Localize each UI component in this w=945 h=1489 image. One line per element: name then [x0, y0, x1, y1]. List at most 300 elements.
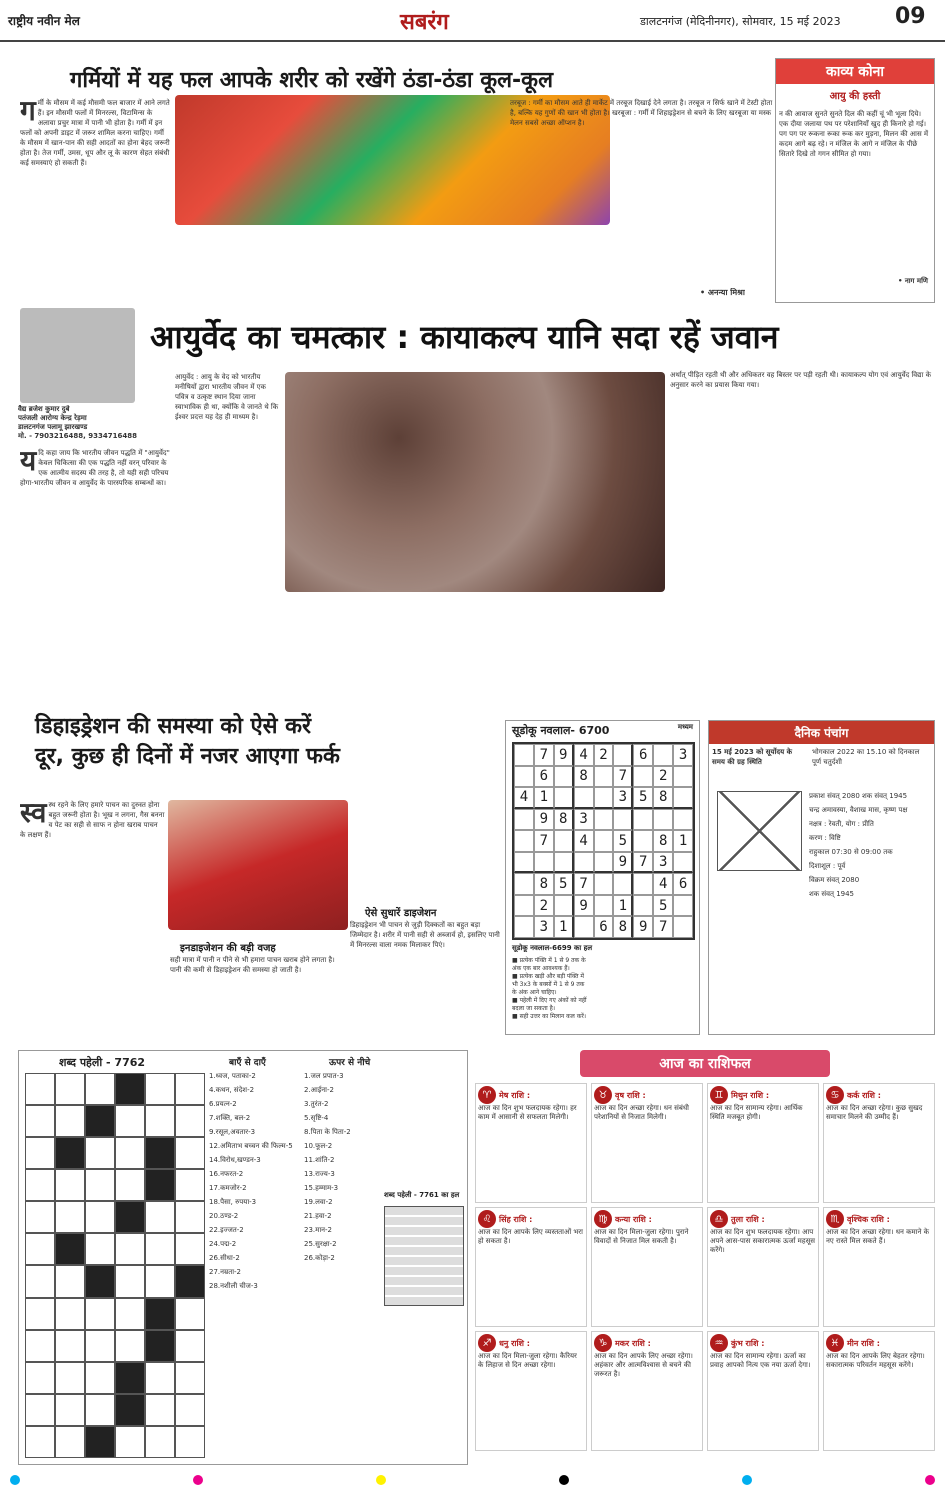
sudoku-cell: 9 — [554, 744, 574, 766]
sudoku-cell — [633, 809, 653, 831]
crossword-clue: 10.फूल-2 — [304, 1142, 333, 1150]
crossword-clue: 21.हवा-2 — [304, 1212, 332, 1220]
crossword-cell[interactable] — [25, 1137, 55, 1169]
digestion-photo — [168, 800, 348, 930]
article3-body: स्व स्थ रहने के लिए हमारे पाचन का दुरुस्त होना बहुत जरूरी होता है। भूख न लगना, गैस बनना व पेट का सही से साफ न होना खराब पाचन के लक्षण हैं। — [20, 800, 165, 839]
crossword-clue: 17.कमजोर-2 — [209, 1184, 247, 1192]
article3-body3: डिहाइड्रेशन भी पाचन से जुड़ी दिक्कतों का बहुत बड़ा जिम्मेदार है। शरीर में पानी सही से अब्जार्व हो, इसलिए पानी में मिनरल्स वाला नमक मिलाकर पिएं। — [350, 921, 500, 949]
crossword-clue: 3.तुरंत-2 — [304, 1100, 329, 1108]
crossword-cell[interactable] — [115, 1362, 145, 1394]
author-name: वैद्य ब्रजेश कुमार दुबे — [18, 405, 70, 413]
sudoku-cell — [594, 830, 614, 852]
rashi-text: आज का दिन मिला-जुला रहेगा। पुराने विवादों से निजात मिल सकती है। — [594, 1228, 689, 1245]
sudoku-cell: 5 — [653, 895, 673, 917]
crossword-clue: 2.आईना-2 — [304, 1086, 334, 1094]
crossword-cell[interactable] — [145, 1105, 175, 1137]
yellow-mark-icon — [376, 1475, 386, 1485]
magenta-mark-icon — [193, 1475, 203, 1485]
sudoku-cell — [673, 787, 693, 809]
rashi-text: आज का दिन शुभ फलदायक रहेगा। आप अपने आस-पास सकारात्मक ऊर्जा महसूस करेंगे। — [710, 1228, 816, 1254]
crossword-clue: 1.जल प्रपात-3 — [304, 1072, 344, 1080]
rashi-card — [475, 1083, 587, 1203]
sudoku-cell: 8 — [534, 873, 554, 895]
sudoku-cell: 3 — [653, 852, 673, 874]
sudoku-cell: 6 — [594, 916, 614, 938]
crossword-cell[interactable] — [55, 1073, 85, 1105]
crossword-clue: 7.शक्ति, बल-2 — [209, 1114, 251, 1122]
crossword-cell[interactable] — [175, 1265, 205, 1297]
down-clues — [304, 1069, 384, 1459]
crossword-cell[interactable] — [175, 1426, 205, 1458]
crossword-cell[interactable] — [25, 1426, 55, 1458]
rashi-text: आज का दिन आपके लिए बेहतर रहेगा। सकारात्मक परिवर्तन महसूस करेंगे। — [826, 1352, 925, 1369]
sudoku-cell: 1 — [673, 830, 693, 852]
crossword-cell[interactable] — [85, 1137, 115, 1169]
rashi-name: कुंभ राशि : — [731, 1338, 765, 1348]
rashifal-title: आज का राशिफल — [580, 1050, 830, 1077]
crossword-cell[interactable] — [175, 1169, 205, 1201]
crossword-clue: 22.इज्जत-2 — [209, 1226, 244, 1234]
sudoku-cell: 7 — [653, 916, 673, 938]
crossword-cell[interactable] — [25, 1394, 55, 1426]
crossword-cell[interactable] — [55, 1298, 85, 1330]
rashi-card — [475, 1331, 587, 1451]
sudoku-cell — [514, 873, 534, 895]
sudoku-cell: 6 — [673, 873, 693, 895]
rashi-card — [591, 1083, 703, 1203]
article3-body2: सही मात्रा में पानी न पीने से भी हमारा पाचन खराब होने लगता है। पानी की कमी से डिहाइड्रेशन की समस्या हो जाती है। — [170, 956, 335, 974]
crossword-clue: 11.शांति-2 — [304, 1156, 335, 1164]
crossword-cell[interactable] — [85, 1330, 115, 1362]
author-phone: मो. - 7903216488, 9334716488 — [18, 432, 137, 440]
crossword-box — [18, 1050, 468, 1465]
crossword-cell[interactable] — [85, 1201, 115, 1233]
cyan-mark-icon — [742, 1475, 752, 1485]
crossword-cell[interactable] — [145, 1265, 175, 1297]
crossword-cell[interactable] — [85, 1233, 115, 1265]
rashi-text: आज का दिन अच्छा रहेगा। धन कमाने के नए रास्ते मिल सकते हैं। — [826, 1228, 929, 1245]
rashi-name: वृष राशि : — [615, 1090, 646, 1100]
sudoku-cell: 7 — [633, 852, 653, 874]
panchang-bhogkal: भोगकाल 2022 का 15.10 को दिनकाल पूर्ण चतुर्दशी — [812, 748, 920, 766]
sudoku-grid — [512, 742, 695, 940]
sudoku-cell — [594, 809, 614, 831]
crossword-cell[interactable] — [175, 1073, 205, 1105]
sudoku-tip: ■ प्रत्येक पंक्ति में 1 से 9 तक के अंक एक बार आवश्यक हैं। — [512, 957, 586, 972]
sudoku-cell: 5 — [633, 787, 653, 809]
article3-subhead2: ऐसे सुधारें डाइजेशन — [365, 908, 437, 919]
panchang-line: दिशाशूल : पूर्व — [809, 862, 846, 870]
sudoku-cell — [594, 766, 614, 788]
crossword-clue: 15.हम्माम-3 — [304, 1184, 339, 1192]
poem-title: काव्य कोना — [776, 59, 934, 84]
dateline: डालटनगंज (मेदिनीनगर), सोमवार, 15 मई 2023 — [640, 15, 841, 28]
crossword-cell[interactable] — [175, 1394, 205, 1426]
sudoku-cell — [594, 852, 614, 874]
sudoku-cell — [673, 852, 693, 874]
magenta-mark-icon — [925, 1475, 935, 1485]
article3-subhead1: इनडाइजेशन की बड़ी वजह — [180, 943, 276, 954]
rashi-name: तुला राशि : — [731, 1214, 765, 1224]
crossword-cell[interactable] — [145, 1169, 175, 1201]
crossword-cell[interactable] — [115, 1105, 145, 1137]
rashi-text: आज का दिन आपके लिए व्यस्तताओं भरा हो सकता है। — [478, 1228, 583, 1245]
crossword-cell[interactable] — [25, 1330, 55, 1362]
crossword-cell[interactable] — [145, 1426, 175, 1458]
sudoku-cell: 8 — [574, 766, 594, 788]
crossword-clue: 28.नशीली चीज-3 — [209, 1282, 258, 1290]
across-title: बाएँ से दाएँ — [229, 1058, 266, 1068]
rashifal-box — [475, 1050, 935, 1465]
sudoku-cell — [633, 895, 653, 917]
across-clues — [209, 1069, 299, 1459]
panchang-date-line: 15 मई 2023 को सूर्योदय के समय की ग्रह स्थिति — [712, 748, 792, 766]
article2-dropcap: य — [20, 448, 37, 477]
rashi-symbol-icon: ♈ — [478, 1086, 496, 1104]
sudoku-solution-title: सूडोकू नवलाल-6699 का हल — [512, 944, 593, 952]
crossword-cell[interactable] — [145, 1201, 175, 1233]
black-mark-icon — [559, 1475, 569, 1485]
author-photo — [20, 308, 135, 403]
rashi-card — [823, 1083, 935, 1203]
rashi-text: आज का दिन आपके लिए अच्छा रहेगा। अहंकार और आत्मविश्वास से बचने की जरूरत है। — [594, 1352, 693, 1378]
crossword-cell[interactable] — [55, 1201, 85, 1233]
article1-dropcap: ग — [20, 98, 36, 127]
rashi-name: कन्या राशि : — [615, 1214, 652, 1224]
crossword-cell[interactable] — [145, 1137, 175, 1169]
sudoku-cell: 3 — [613, 787, 633, 809]
crossword-cell[interactable] — [85, 1265, 115, 1297]
crossword-cell[interactable] — [85, 1394, 115, 1426]
crossword-cell[interactable] — [55, 1265, 85, 1297]
sudoku-cell: 7 — [613, 766, 633, 788]
kundali-chart — [717, 791, 802, 871]
crossword-clue: 6.प्रयत्न-2 — [209, 1100, 237, 1108]
sudoku-cell — [574, 852, 594, 874]
crossword-cell[interactable] — [115, 1201, 145, 1233]
rashi-symbol-icon: ♏ — [826, 1210, 844, 1228]
crossword-solution-grid — [384, 1206, 464, 1306]
crossword-cell[interactable] — [145, 1394, 175, 1426]
crossword-cell[interactable] — [175, 1362, 205, 1394]
sudoku-cell: 2 — [534, 895, 554, 917]
article3-headline: डिहाइड्रेशन की समस्या को ऐसे करें दूर, कुछ ही दिनों में नजर आएगा फर्क — [35, 714, 340, 769]
crossword-cell[interactable] — [85, 1298, 115, 1330]
panchang-line: शक संवत् 1945 — [809, 890, 855, 898]
panchang-line: चन्द्र अमावस्या, वैशाख मास, कृष्ण पक्ष — [809, 806, 908, 814]
sudoku-cell — [633, 873, 653, 895]
sudoku-cell — [594, 873, 614, 895]
crossword-cell[interactable] — [85, 1426, 115, 1458]
sudoku-cell — [554, 766, 574, 788]
poem-subtitle: आयु की हस्ती — [829, 91, 881, 102]
sudoku-cell — [514, 830, 534, 852]
sudoku-cell — [514, 766, 534, 788]
sudoku-cell — [594, 895, 614, 917]
crossword-cell[interactable] — [145, 1362, 175, 1394]
sudoku-cell: 1 — [613, 895, 633, 917]
crossword-cell[interactable] — [175, 1105, 205, 1137]
crossword-clue: 9.रसूल,अवतार-3 — [209, 1128, 256, 1136]
crossword-clue: 25.सुरक्षा-2 — [304, 1240, 337, 1248]
rashi-card — [707, 1083, 819, 1203]
crossword-title: शब्द पहेली - 7762 — [59, 1056, 146, 1069]
rashi-name: सिंह राशि : — [499, 1214, 533, 1224]
rashi-symbol-icon: ♑ — [594, 1334, 612, 1352]
crossword-solution-title: शब्द पहेली - 7761 का हल — [384, 1191, 460, 1199]
crossword-cell[interactable] — [25, 1298, 55, 1330]
rashifal-grid — [475, 1083, 935, 1451]
sudoku-cell: 3 — [534, 916, 554, 938]
rashi-symbol-icon: ♓ — [826, 1334, 844, 1352]
sudoku-cell: 3 — [574, 809, 594, 831]
sudoku-cell: 1 — [554, 916, 574, 938]
sudoku-cell — [554, 895, 574, 917]
panchang-line: प्रकाश संवत् 2080 शक संवत् 1945 — [809, 792, 908, 800]
sudoku-cell: 4 — [653, 873, 673, 895]
rashi-symbol-icon: ♍ — [594, 1210, 612, 1228]
sudoku-cell: 6 — [534, 766, 554, 788]
crossword-clue: 26.कोड़ा-2 — [304, 1254, 335, 1262]
rashi-card — [475, 1207, 587, 1327]
sudoku-cell — [613, 809, 633, 831]
crossword-cell[interactable] — [175, 1330, 205, 1362]
crossword-cell[interactable] — [55, 1105, 85, 1137]
crossword-cell[interactable] — [145, 1330, 175, 1362]
crossword-cell[interactable] — [85, 1362, 115, 1394]
panchang-line: राहुकाल 07:30 से 09:00 तक — [809, 848, 893, 856]
page-number: 09 — [895, 4, 926, 29]
crossword-cell[interactable] — [55, 1362, 85, 1394]
sudoku-cell — [514, 916, 534, 938]
sudoku-cell: 9 — [633, 916, 653, 938]
crossword-cell[interactable] — [175, 1137, 205, 1169]
crossword-cell[interactable] — [145, 1233, 175, 1265]
sudoku-cell — [673, 916, 693, 938]
section-title: सबरंग — [400, 10, 449, 35]
article2-body3: अर्थात्‌ पीड़ित रहती थी और अधिकतर वह बिस्तर पर पड़ी रहती थी। कायाकल्प योग एवं आयुर्वेद विद्या के अनुसार करने का प्रयास किया गया। — [670, 371, 931, 389]
sudoku-cell: 4 — [574, 744, 594, 766]
crossword-clue: 1.ध्वज, पताका-2 — [209, 1072, 256, 1080]
crossword-cell[interactable] — [115, 1073, 145, 1105]
crossword-cell[interactable] — [175, 1298, 205, 1330]
crossword-cell[interactable] — [175, 1233, 205, 1265]
author-org: पतंजली आरोग्य केन्द्र रेड़मा — [18, 414, 87, 422]
crossword-cell[interactable] — [145, 1298, 175, 1330]
panchang-line: नक्षत्र : रेवती, योग : प्रीति — [809, 820, 874, 828]
sudoku-cell — [633, 766, 653, 788]
sudoku-cell — [673, 895, 693, 917]
crossword-cell[interactable] — [25, 1233, 55, 1265]
sudoku-cell: 2 — [594, 744, 614, 766]
crossword-clue: 12.अमिताभ बच्चन की फिल्म-5 — [209, 1142, 293, 1150]
article2-body2: आयुर्वेद : आयु के वेद को भारतीय मनीषियों द्वारा भारतीय जीवन में एक पवित्र व उत्कृष्ट स्थान दिया जाना स्वाभाविक ही था, क्योंकि वे जानते थे कि ईश्वर प्रदत्त यह देह ही माध्यम है। — [175, 373, 279, 421]
crossword-cell[interactable] — [25, 1073, 55, 1105]
rashi-symbol-icon: ♎ — [710, 1210, 728, 1228]
sudoku-tips — [506, 955, 596, 1035]
crossword-cell[interactable] — [55, 1169, 85, 1201]
sudoku-cell: 5 — [554, 873, 574, 895]
article1-body: ग र्मी के मौसम में कई मौसमी फल बाजार में आने लगते हैं। इन मौसमी फलों में मिनरल्स, विटामिन्स के अलावा प्रचुर मात्रा में पानी भी होता है। गर्मी में इन फलों को अपनी डाइट में जरूर शामिल करना चाहिए। गर्मी के मौसम में खान-पान की सही आदतों का होना बेहद जरूरी होता है। तेज गर्मी, उमस, धूप और लू के कारण सेहत संबंधी कई समस्याएं हो सकती हैं। — [20, 98, 170, 167]
crossword-clue: 18.पैसा, रुपया-3 — [209, 1198, 257, 1206]
crossword-cell[interactable] — [25, 1169, 55, 1201]
panchang-line: विक्रम संवत् 2080 — [809, 876, 860, 884]
crossword-cell[interactable] — [85, 1073, 115, 1105]
rashi-text: आज का दिन मिला-जुला रहेगा। कैरियर के लिहाज से दिन अच्छा रहेगा। — [478, 1352, 577, 1369]
sudoku-cell — [534, 852, 554, 874]
article2-headline: आयुर्वेद का चमत्कार : कायाकल्प यानि सदा रहें जवान — [150, 318, 779, 356]
article1-headline: गर्मियों में यह फल आपके शरीर को रखेंगे ठंडा-ठंडा कूल-कूल — [70, 68, 553, 93]
ayurveda-photo — [285, 372, 665, 592]
cyan-mark-icon — [10, 1475, 20, 1485]
sudoku-cell: 7 — [534, 744, 554, 766]
rashi-text: आज का दिन अच्छा रहेगा। धन संबंधी परेशानियों से निजात मिलेगी। — [594, 1104, 689, 1121]
rashi-symbol-icon: ♊ — [710, 1086, 728, 1104]
sudoku-cell — [673, 809, 693, 831]
crossword-cell[interactable] — [115, 1169, 145, 1201]
crossword-cell[interactable] — [25, 1201, 55, 1233]
sudoku-cell: 9 — [574, 895, 594, 917]
crossword-clue: 27.नम्रता-2 — [209, 1268, 241, 1276]
sudoku-cell: 4 — [514, 787, 534, 809]
poem-body: न की आवाज सुनते सुनते दिल की कहीं चूं भी भूला दिये। एक दीया जलाया पथ पर परेशानियाँ खुद ही किनारे हो गई। पग पग पर रूकना रूका रूक कर मुड़ना, मिलन की आस में कदम आगे बढ़ रहे। न मंजिल के आगे न मंजिल के पीछे सितारे दिखे तो गगन सीमित हो गया। — [779, 110, 929, 158]
crossword-cell[interactable] — [55, 1137, 85, 1169]
sudoku-cell: 3 — [673, 744, 693, 766]
sudoku-cell — [613, 744, 633, 766]
article1-body2: तरबूज : गर्मी का मौसम आते ही मार्केट में तरबूज दिखाई देने लगता है। तरबूज न सिर्फ खाने में टेस्टी होता है, बल्कि यह गुणों की खान भी होता है। खरबूजा : गर्मी में शिहाइड्रेशन से बचने के लिए खरबूजा या मस्क मेलन सबसे अच्छा ऑप्शन है। — [510, 99, 773, 127]
rashi-name: कर्क राशि : — [847, 1090, 881, 1100]
footer-registration-marks — [0, 1470, 945, 1489]
panchang-line: करण : विष्टि — [809, 834, 841, 842]
page-header — [0, 0, 945, 42]
crossword-clue: 16.नफरत-2 — [209, 1170, 244, 1178]
crossword-cell[interactable] — [115, 1394, 145, 1426]
crossword-clue: 4.कथन, संदेश-2 — [209, 1086, 255, 1094]
sudoku-cell — [653, 744, 673, 766]
sudoku-tip: ■ पहेली में दिए गए अंकों को नहीं बदला जा सकता है। — [512, 997, 587, 1012]
sudoku-cell — [673, 766, 693, 788]
sudoku-cell — [514, 809, 534, 831]
sudoku-cell — [633, 830, 653, 852]
sudoku-cell: 1 — [534, 787, 554, 809]
rashi-text: आज का दिन सामान्य रहेगा। ऊर्जा का प्रवाह आपको नित्य एक नया ऊर्जा देगा। — [710, 1352, 811, 1369]
sudoku-cell: 8 — [653, 787, 673, 809]
poem-author: • नाग मणि — [897, 277, 928, 285]
crossword-clue: 5.सृष्टि-4 — [304, 1114, 329, 1122]
rashi-symbol-icon: ♒ — [710, 1334, 728, 1352]
rashi-card — [823, 1207, 935, 1327]
article2-body: य दि कहा जाय कि भारतीय जीवन पद्धति में "आयुर्वेद" केवल चिकित्सा की एक पद्धति नहीं वरन् परिवार के एक आत्मीय सदस्य की तरह है, तो यही सही परिचय होगा-भारतीय जीवन व आयुर्वेद के पारस्परिक सम्बन्धों का। — [20, 448, 170, 487]
sudoku-cell — [554, 787, 574, 809]
rashi-card — [823, 1331, 935, 1451]
panchang-title: दैनिक पंचांग — [709, 721, 934, 744]
crossword-cell[interactable] — [85, 1105, 115, 1137]
crossword-cell[interactable] — [115, 1426, 145, 1458]
crossword-clue: 23.मान-2 — [304, 1226, 332, 1234]
crossword-clue: 13.राज्य-3 — [304, 1170, 335, 1178]
crossword-cell[interactable] — [25, 1265, 55, 1297]
sudoku-cell — [613, 873, 633, 895]
rashi-card — [591, 1331, 703, 1451]
rashi-name: वृश्चिक राशि : — [847, 1214, 890, 1224]
rashi-name: मेष राशि : — [499, 1090, 531, 1100]
crossword-cell[interactable] — [55, 1233, 85, 1265]
crossword-cell[interactable] — [145, 1073, 175, 1105]
sudoku-cell — [574, 916, 594, 938]
crossword-cell[interactable] — [85, 1169, 115, 1201]
sudoku-cell — [653, 809, 673, 831]
sudoku-cell: 8 — [653, 830, 673, 852]
rashi-card — [707, 1331, 819, 1451]
crossword-cell[interactable] — [25, 1105, 55, 1137]
crossword-cell[interactable] — [55, 1330, 85, 1362]
sudoku-tip: ■ सही उत्तर का मिलान कल करें। — [512, 1013, 587, 1020]
rashi-text: आज का दिन शुभ फलदायक रहेगा। हर काम में आसानी से सफलता मिलेगी। — [478, 1104, 577, 1121]
crossword-clue: 24.पद्म-2 — [209, 1240, 237, 1248]
sudoku-cell: 2 — [653, 766, 673, 788]
rashi-symbol-icon: ♐ — [478, 1334, 496, 1352]
sudoku-title: सूडोकू नवलाल- 6700 — [512, 724, 610, 737]
rashi-text: आज का दिन अच्छा रहेगा। कुछ सुखद समाचार मिलने की उम्मीद हैं। — [826, 1104, 923, 1121]
sudoku-cell: 6 — [633, 744, 653, 766]
crossword-clue: 19.लवा-2 — [304, 1198, 333, 1206]
sudoku-cell: 8 — [613, 916, 633, 938]
rashi-name: धनु राशि : — [499, 1338, 530, 1348]
article1-author: • अनन्या मिश्रा — [700, 288, 745, 297]
rashi-symbol-icon: ♉ — [594, 1086, 612, 1104]
sudoku-cell — [574, 787, 594, 809]
rashi-card — [707, 1207, 819, 1327]
sudoku-cell: 9 — [534, 809, 554, 831]
sudoku-cell — [514, 895, 534, 917]
newspaper-logo: राष्ट्रीय नवीन मेल — [8, 14, 80, 28]
crossword-cell[interactable] — [25, 1362, 55, 1394]
rashi-name: मकर राशि : — [615, 1338, 651, 1348]
crossword-grid — [25, 1073, 205, 1458]
crossword-cell[interactable] — [115, 1233, 145, 1265]
rashi-text: आज का दिन सामान्य रहेगा। आर्थिक स्थिति मजबूत होगी। — [710, 1104, 803, 1121]
poem-box — [775, 58, 935, 303]
down-title: ऊपर से नीचे — [329, 1058, 371, 1068]
crossword-cell[interactable] — [115, 1298, 145, 1330]
crossword-cell[interactable] — [115, 1265, 145, 1297]
sudoku-level: मध्यम — [677, 723, 693, 731]
sudoku-cell: 5 — [613, 830, 633, 852]
rashi-name: मीन राशि : — [847, 1338, 880, 1348]
rashi-symbol-icon: ♌ — [478, 1210, 496, 1228]
crossword-cell[interactable] — [175, 1201, 205, 1233]
sudoku-cell — [514, 852, 534, 874]
crossword-cell[interactable] — [115, 1137, 145, 1169]
crossword-cell[interactable] — [55, 1394, 85, 1426]
crossword-clue: 20.ठण्ड-2 — [209, 1212, 239, 1220]
crossword-cell[interactable] — [55, 1426, 85, 1458]
rashi-symbol-icon: ♋ — [826, 1086, 844, 1104]
sudoku-cell: 7 — [534, 830, 554, 852]
sudoku-cell: 9 — [613, 852, 633, 874]
author-info — [18, 405, 143, 441]
sudoku-cell — [554, 830, 574, 852]
author-place: डालटनगंज पलामू झारखण्ड — [18, 423, 88, 431]
sudoku-cell: 4 — [574, 830, 594, 852]
sudoku-box — [505, 720, 700, 1035]
crossword-cell[interactable] — [115, 1330, 145, 1362]
crossword-clue: 26.सीधा-2 — [209, 1254, 240, 1262]
crossword-clue: 14.विरोध,खण्डन-3 — [209, 1156, 261, 1164]
sudoku-cell — [514, 744, 534, 766]
sudoku-tip: ■ प्रत्येक खड़ी और बड़ी पंक्ति में भी 3x3 के बक्सों में 1 से 9 तक के अंक आने चाहिए। — [512, 973, 585, 996]
sudoku-cell — [554, 852, 574, 874]
